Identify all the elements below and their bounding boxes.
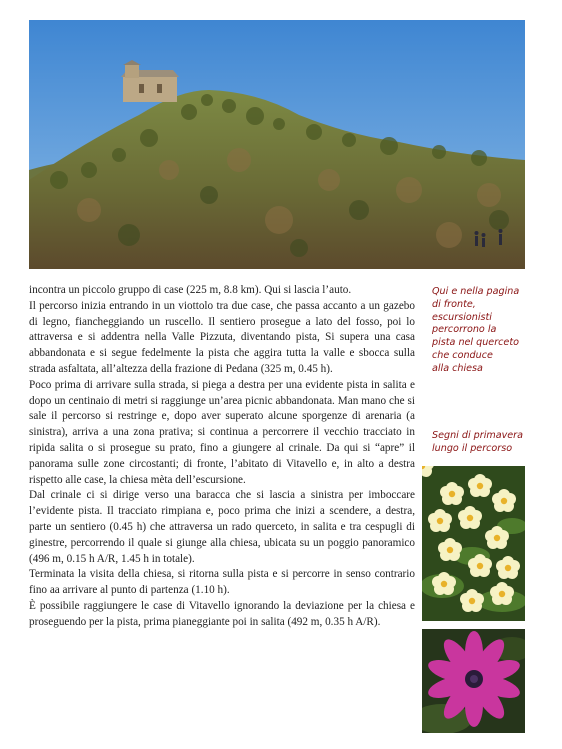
paragraph: Poco prima di arrivare sulla strada, si piega a destra per una evidente pista in salita e dopo un centinaio di metri si raggiunge un’area picnic abbandonata. Man mano che si sale il percorso si restringe e, dopo aver superato alcune sporgenze di arenaria (a sinistra), arriva a una zona prativa; si continua a percorrere il vecchio tracciato in ripida salita o si prosegue su prato, fino a giungere al crinale. Da qui si “apre” il panorama sulle zone circostanti; di fronte, l’abitato di Vitavello e, in alto a destra rispetto alle case, la chiesa mèta dell’escursione.: [29, 378, 415, 486]
paragraph: Dal crinale ci si dirige verso una baracca che si lascia a sinistra per imboccare l’evidente pista. Il tracciato rimpiana e, poco prima che inizi a scendere, a destra, parte un sentiero (0.45 h) che attraversa un rado querceto, in salita e tra cespugli di ginestre, percorrendo il quale si giunge alla chiesa, ubicata su un poggio panoramico (496 m, 0.15 h A/R, 1.45 h in totale).: [29, 489, 415, 565]
caption-line: di fronte,: [432, 298, 476, 310]
caption-line: Qui e nella pagina: [432, 286, 520, 297]
caption-line: Segni di primavera: [432, 430, 524, 441]
photo-caption-hikers: [432, 286, 550, 376]
paragraph: Terminata la visita della chiesa, si ritorna sulla pista e si percorre in senso contrario fino aa arrivare al punto di partenza (1.10 h).: [29, 568, 415, 597]
caption-line: che conduce: [432, 349, 493, 361]
caption-line: percorrono la: [432, 324, 497, 336]
paragraph: incontra un piccolo gruppo di case (225 m, 8.8 km). Qui si lascia l’auto.: [29, 284, 352, 296]
caption-line: lungo il percorso: [432, 442, 513, 454]
hillside-chapel-photo: [29, 20, 525, 269]
photo-caption-spring: [432, 430, 552, 456]
primrose-photo: [422, 466, 525, 621]
paragraph: Il percorso inizia entrando in un viottolo tra due case, che passa accanto a un gazebo di legno, fiancheggiando un ruscello. Il sentiero prosegue a lato del fosso, poi lo attraversa e si addentra nella Valle Pizzuta, diventando pista, Si supera una casa abbandonata e si segue fedelmente la pista che aggira tutta la valle e sbocca sulla strada asfaltata, all’altezza della frazione di Pedana (325 m, 0.45 h).: [29, 299, 415, 375]
anemone-photo: [422, 629, 525, 733]
caption-line: alla chiesa: [432, 362, 483, 374]
caption-line: pista nel querceto: [432, 337, 519, 349]
article-body: [29, 283, 415, 631]
caption-line: escursionisti: [432, 311, 492, 323]
paragraph: È possibile raggiungere le case di Vitavello ignorando la deviazione per la chiesa e proseguendo per la pista, prima pianeggiante poi in salita (492 m, 0.35 h A/R).: [29, 599, 415, 628]
